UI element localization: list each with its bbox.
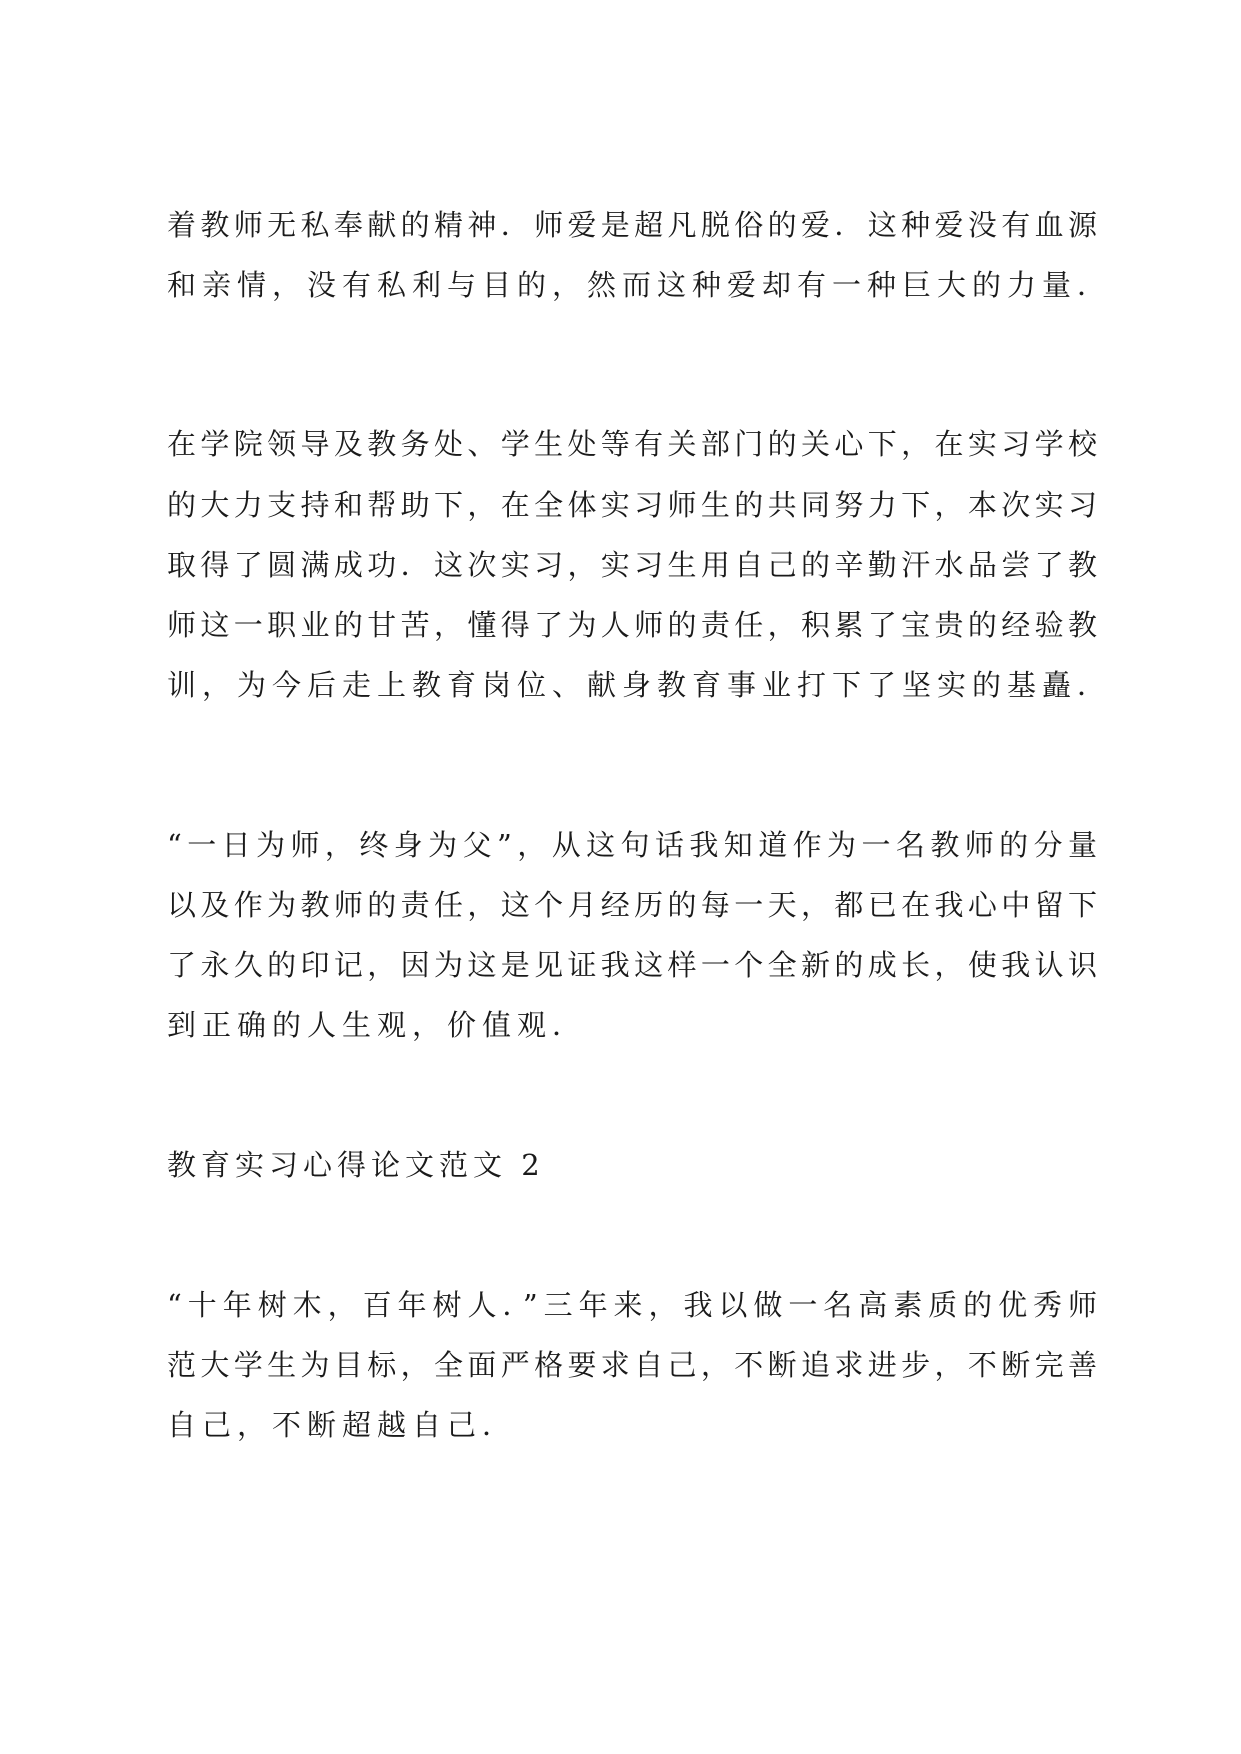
section-heading: 教育实习心得论文范文 2: [167, 1148, 545, 1182]
paragraph-4-line-2: 范大学生为目标，全面严格要求自己，不断追求进步，不断完善: [167, 1348, 1097, 1382]
paragraph-2-line-3: 取得了圆满成功．这次实习，实习生用自己的辛勤汗水品尝了教: [167, 548, 1097, 582]
paragraph-1-line-2: 和亲情，没有私利与目的，然而这种爱却有一种巨大的力量．: [167, 268, 1113, 302]
paragraph-3-line-1: “一日为师，终身为父”，从这句话我知道作为一名教师的分量: [167, 828, 1097, 862]
paragraph-2-line-4: 师这一职业的甘苦，懂得了为人师的责任，积累了宝贵的经验教: [167, 608, 1097, 642]
paragraph-2-line-5: 训，为今后走上教育岗位、献身教育事业打下了坚实的基矗．: [167, 668, 1113, 702]
paragraph-3-line-3: 了永久的印记，因为这是见证我这样一个全新的成长，使我认识: [167, 948, 1097, 982]
paragraph-3-line-2: 以及作为教师的责任，这个月经历的每一天，都已在我心中留下: [167, 888, 1097, 922]
paragraph-4-line-1: “十年树木，百年树人．”三年来，我以做一名高素质的优秀师: [167, 1288, 1097, 1322]
paragraph-2-line-2: 的大力支持和帮助下，在全体实习师生的共同努力下，本次实习: [167, 488, 1097, 522]
paragraph-1-line-1: 着教师无私奉献的精神．师爱是超凡脱俗的爱．这种爱没有血源: [167, 208, 1097, 242]
paragraph-4-line-3: 自己，不断超越自己．: [167, 1408, 518, 1442]
paragraph-2-line-1: 在学院领导及教务处、学生处等有关部门的关心下，在实习学校: [167, 427, 1097, 461]
paragraph-3-line-4: 到正确的人生观，价值观．: [167, 1008, 588, 1042]
